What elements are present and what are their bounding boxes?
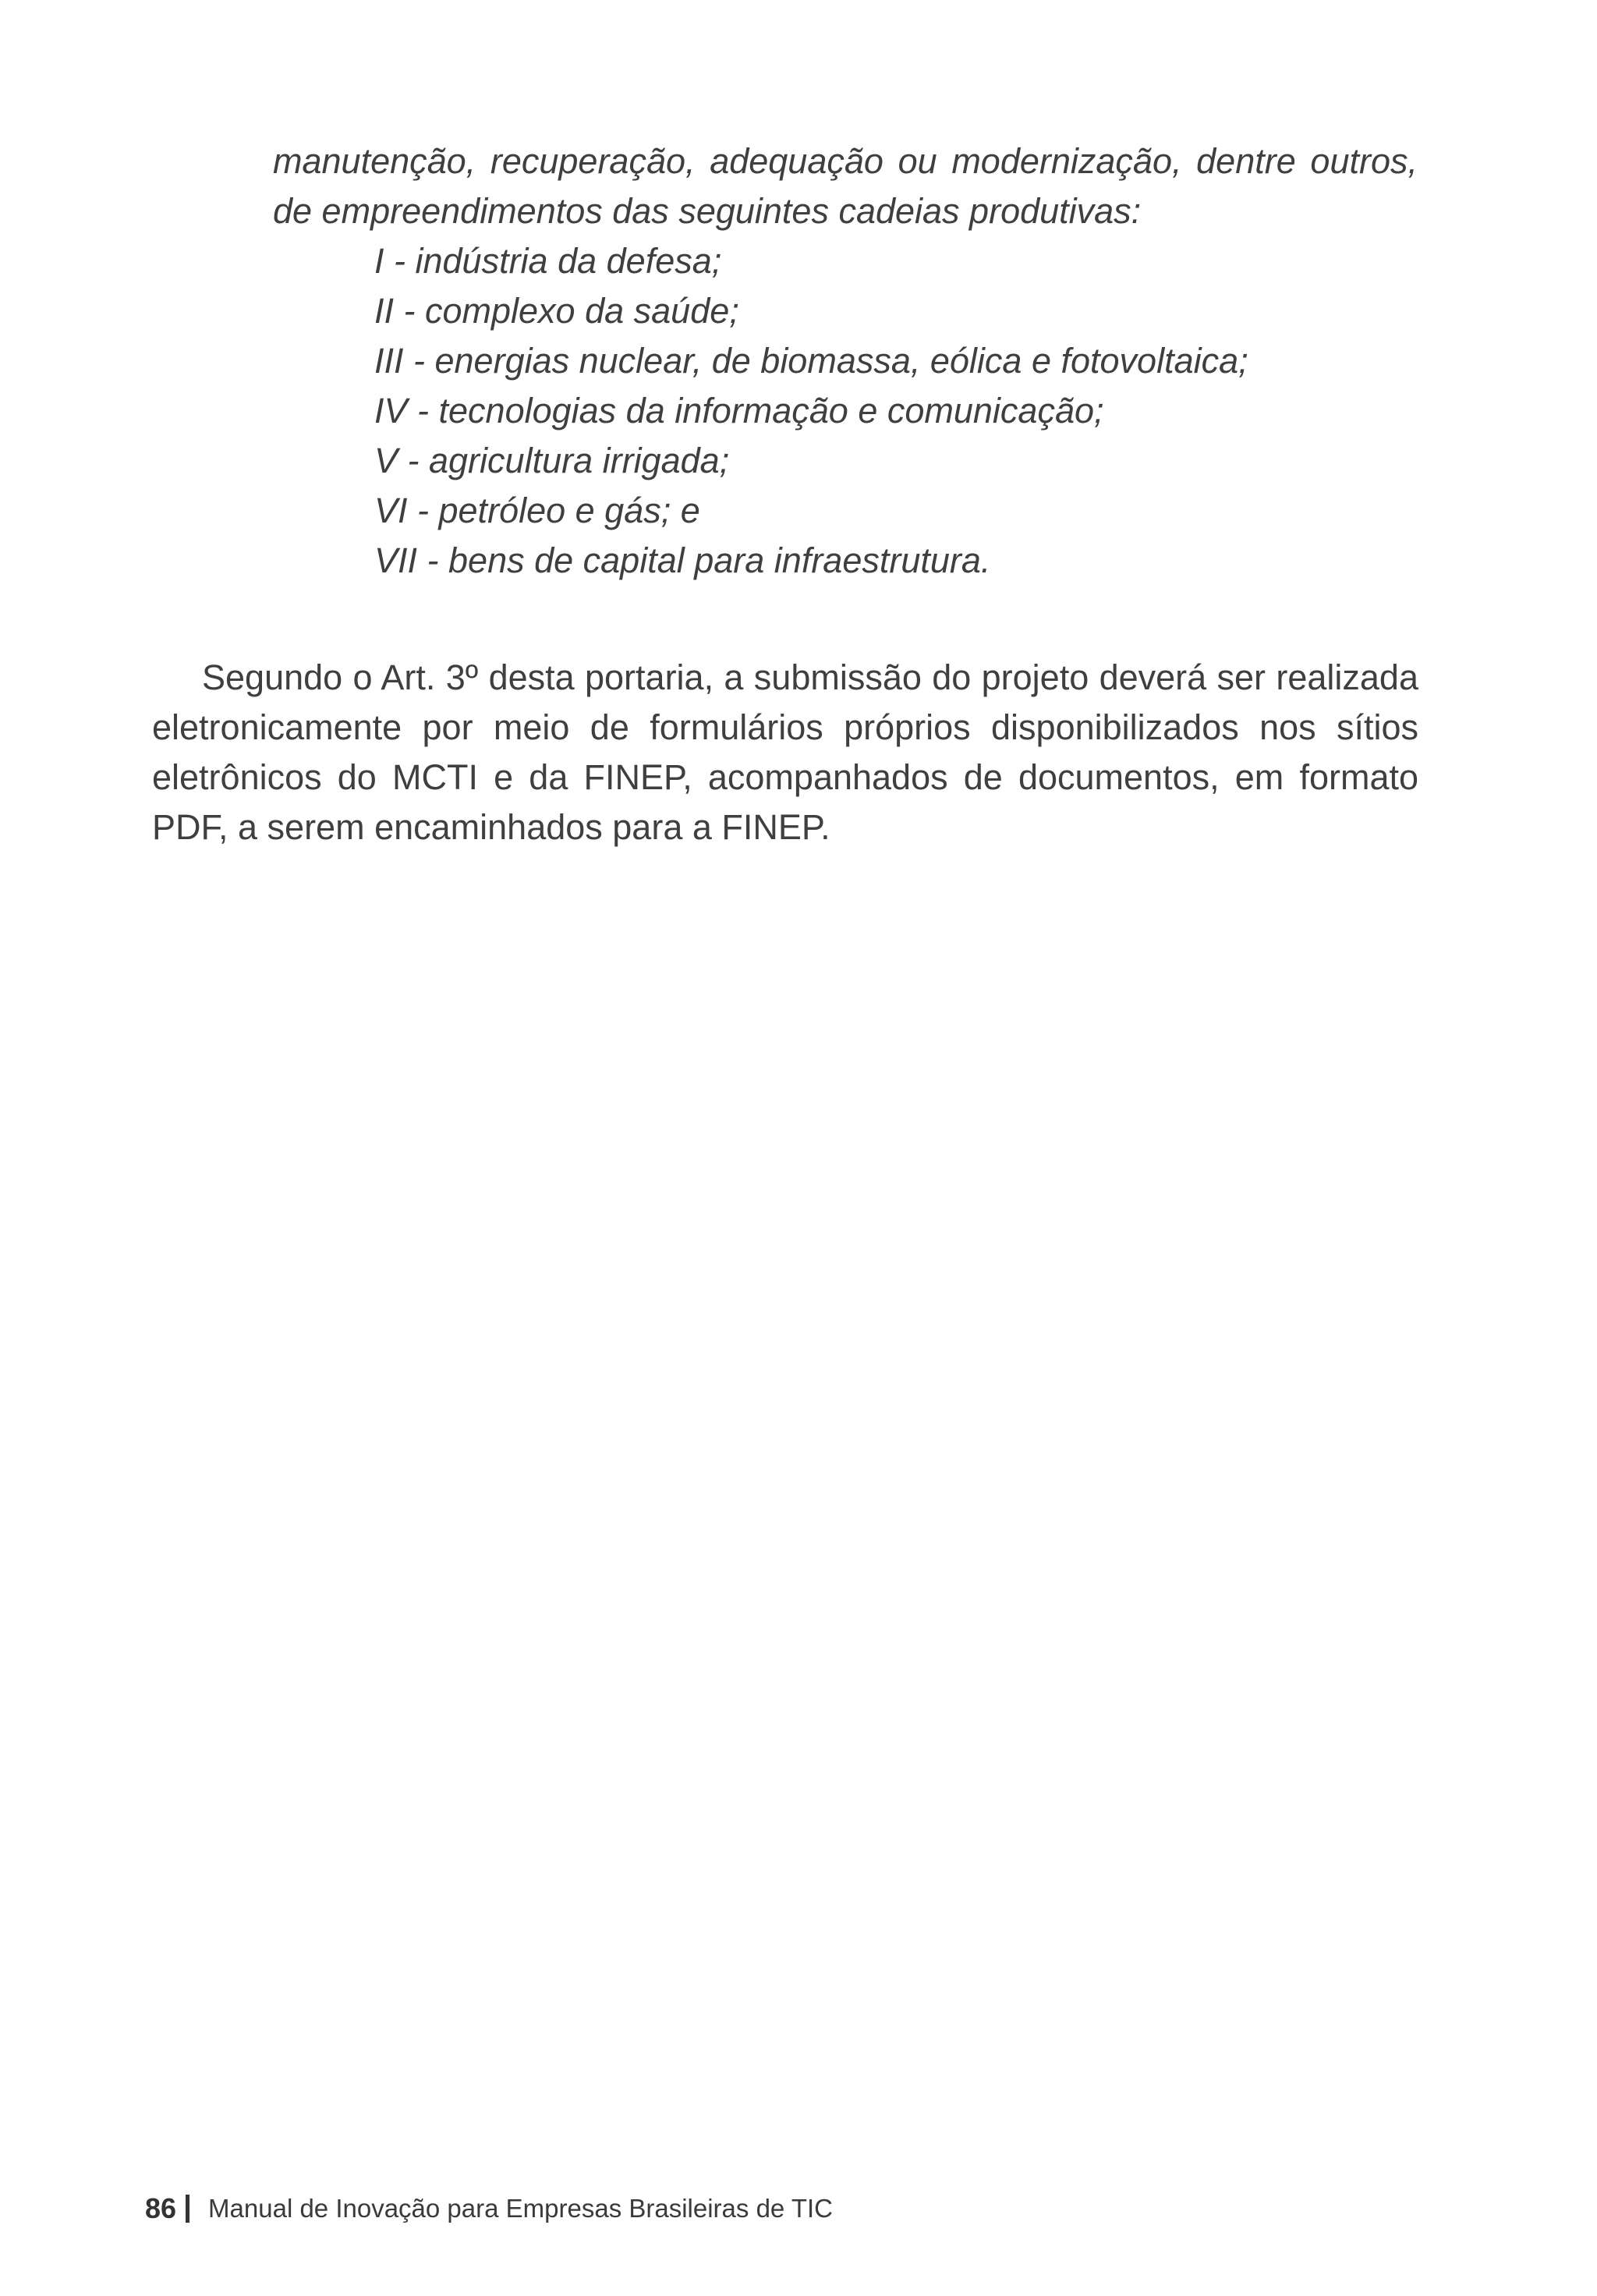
body-paragraph: Segundo o Art. 3º desta portaria, a submissão do projeto deverá ser realizada eletronicamente por meio de formulários próprios disponibilizados nos sítios eletrônicos do MCTI e da FINEP, acompanhados de documentos, em formato PDF, a serem encaminhados para a FINEP.: [152, 657, 1418, 847]
footer-separator: [186, 2195, 189, 2223]
list-item: VI - petróleo e gás; e: [374, 491, 700, 530]
page-footer: [145, 2191, 833, 2226]
list-item: IV - tecnologias da informação e comunicação;: [374, 391, 1104, 430]
book-title: Manual de Inovação para Empresas Brasileiras de TIC: [208, 2194, 834, 2223]
list-item: VII - bens de capital para infraestrutura.: [374, 540, 991, 580]
quote-lead: manutenção, recuperação, adequação ou modernização, dentre outros, de empreendimentos das seguintes cadeias produtivas:: [273, 141, 1418, 231]
list-item: I - indústria da defesa;: [374, 241, 722, 281]
list-item: III - energias nuclear, de biomassa, eólica e fotovoltaica;: [374, 341, 1248, 381]
list-item: II - complexo da saúde;: [374, 291, 739, 331]
production-chain-list: [273, 236, 1418, 586]
page-number: 86: [145, 2192, 177, 2224]
list-item: V - agricultura irrigada;: [374, 441, 730, 480]
legal-quote: [273, 136, 1418, 586]
